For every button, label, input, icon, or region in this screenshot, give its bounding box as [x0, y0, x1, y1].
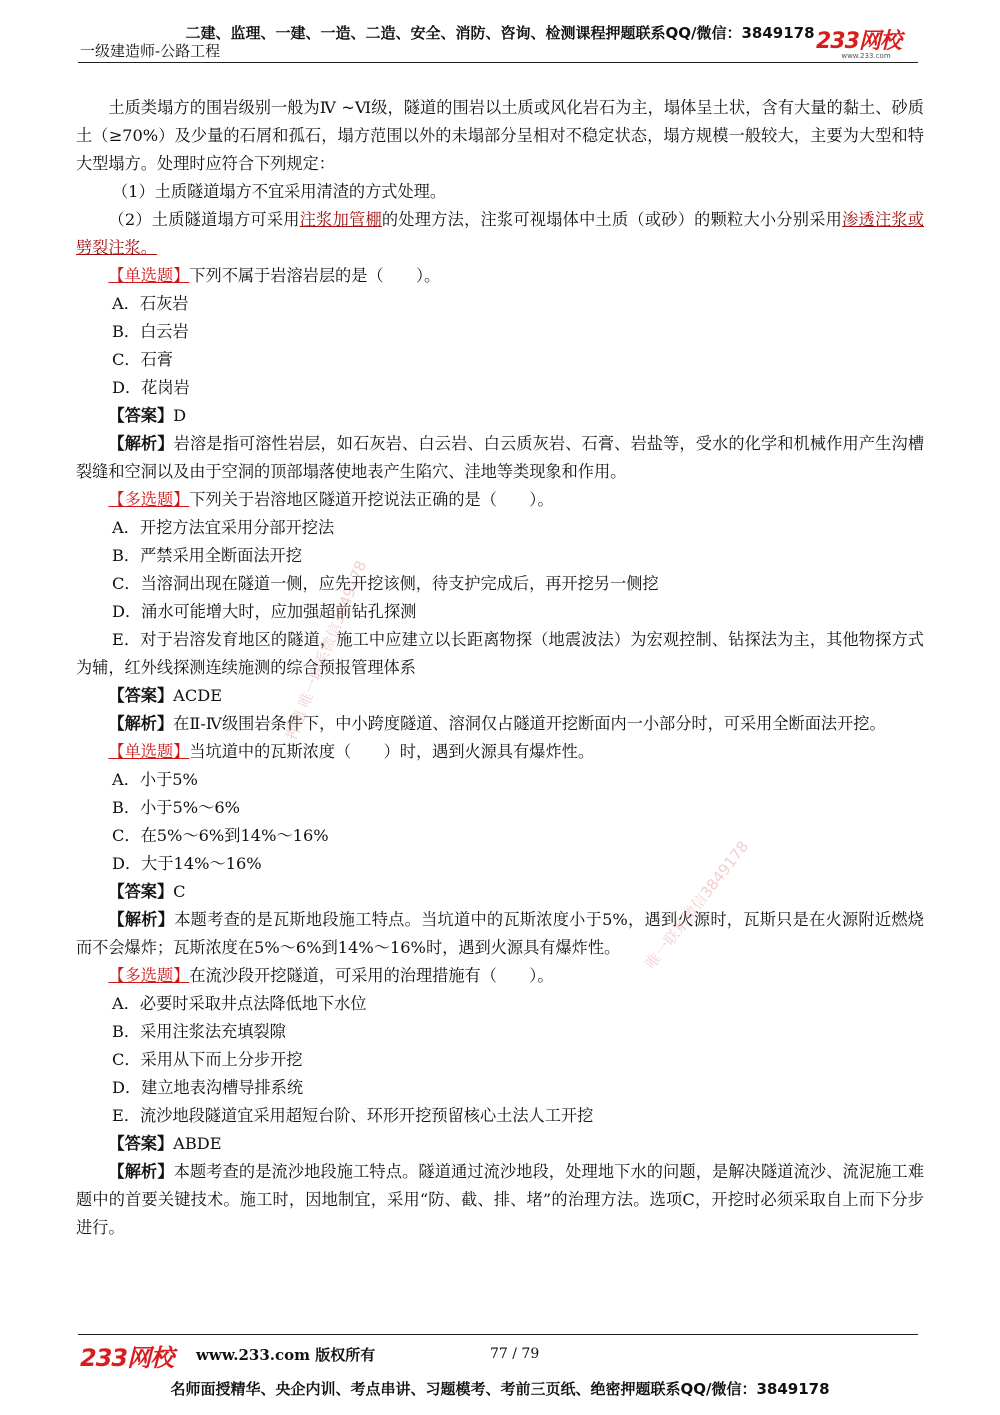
analysis-text: 本题考查的是流沙地段施工特点。隧道通过流沙地段，处理地下水的问题，是解决隧道流沙、流泥施工难题中的首要关键技术。施工时，因地制宜，采用“防、截、排、堵”的治理方法。选项C，开挖时必须采取自上而下分步进行。: [76, 1162, 925, 1237]
question-stem: [76, 962, 924, 990]
option: B．严禁采用全断面法开挖: [112, 546, 302, 565]
question-3: [76, 738, 924, 962]
brand-logo: [816, 30, 916, 62]
rule-2: [76, 206, 924, 262]
header-banner: 二建、监理、一建、一造、二造、安全、消防、咨询、检测课程押题联系QQ/微信：3849178: [185, 24, 815, 42]
option: B．采用注浆法充填裂隙: [112, 1022, 286, 1041]
footer-divider: [78, 1334, 918, 1335]
brand-logo-url: www.233.com: [841, 52, 891, 60]
footer-banner: 名师面授精华、央企内训、考点串讲、习题模考、考前三页纸、绝密押题联系QQ/微信：3849178: [170, 1380, 830, 1398]
analysis-label: 【解析】: [108, 910, 175, 929]
option: B．白云岩: [112, 322, 189, 341]
answer-value: C: [173, 882, 186, 901]
intro-paragraph: 土质类塌方的围岩级别一般为Ⅳ ~Ⅵ级，隧道的围岩以土质或风化岩石为主，塌体呈土状，含有大量的黏土、砂质土（≥70%）及少量的石屑和孤石，塌方范围以外的未塌部分呈相对不稳定状态，塌方规模一般较大，主要为大型和特大型塌方。处理时应符合下列规定：: [76, 98, 924, 173]
option: B．小于5%～6%: [112, 798, 241, 817]
analysis-label: 【解析】: [108, 1162, 174, 1181]
option: D．大于14%～16%: [112, 854, 262, 873]
answer-label: 【答案】: [108, 406, 174, 425]
answer: [76, 402, 924, 430]
document-body: [76, 94, 924, 1242]
question-text: 下列不属于岩溶岩层的是（ ）。: [189, 266, 441, 285]
option: D．涌水可能增大时，应加强超前钻孔探测: [112, 602, 417, 621]
answer: [76, 682, 924, 710]
answer: [76, 1130, 924, 1158]
analysis-label: 【解析】: [108, 714, 174, 733]
option: C．当溶洞出现在隧道一侧，应先开挖该侧，待支护完成后，再开挖另一侧挖: [112, 574, 659, 593]
option: A．开挖方法宜采用分部开挖法: [112, 518, 335, 537]
question-type-tag: 【多选题】: [108, 966, 190, 985]
answer: [76, 878, 924, 906]
rule-2-pre: （2）土质隧道塌方可采用: [108, 210, 300, 229]
answer-value: ACDE: [173, 686, 223, 705]
option: D．花岗岩: [112, 378, 190, 397]
answer-label: 【答案】: [108, 1134, 174, 1153]
rule-2-mid: 的处理方法，注浆可视塌体中土质（或砂）的颗粒大小分别采用: [381, 210, 843, 229]
question-1: [76, 262, 924, 486]
question-stem: [76, 262, 924, 290]
analysis-label: 【解析】: [108, 434, 174, 453]
highlight-grouting-pipe-shed: 注浆加管棚: [299, 210, 382, 229]
watermark: 押题 唯一联系微信3849178: [281, 558, 371, 743]
question-text: 当坑道中的瓦斯浓度（ ）时，遇到火源具有爆炸性。: [189, 742, 595, 761]
option: E．对于岩溶发育地区的隧道，施工中应建立以长距离物探（地震波法）为宏观控制、钻探法为主，其他物探方式为辅，红外线探测连续施测的综合预报管理体系: [76, 630, 924, 677]
footer-logo: 233网校: [80, 1344, 174, 1372]
highlight-grouting-methods: 渗透注浆或劈裂注浆。: [76, 210, 925, 257]
footer-copyright: www.233.com 版权所有: [196, 1346, 376, 1364]
analysis-text: 本题考查的是瓦斯地段施工特点。当坑道中的瓦斯浓度小于5%，遇到火源时，瓦斯只是在火源附近燃烧而不会爆炸；瓦斯浓度在5%～6%到14%～16%时，遇到火源具有爆炸性。: [76, 910, 924, 957]
analysis: [76, 710, 924, 738]
question-type-tag: 【单选题】: [108, 742, 190, 761]
option: D．建立地表沟槽导排系统: [112, 1078, 304, 1097]
option: A．必要时采取井点法降低地下水位: [112, 994, 367, 1013]
analysis: [76, 906, 924, 962]
question-stem: [76, 738, 924, 766]
question-2: [76, 486, 924, 738]
answer-value: ABDE: [173, 1134, 222, 1153]
analysis-text: 在Ⅱ-Ⅳ级围岩条件下，中小跨度隧道、溶洞仅占隧道开挖断面内一小部分时，可采用全断面法开挖。: [173, 714, 886, 733]
option: C．在5%～6%到14%～16%: [112, 826, 329, 845]
option: A．小于5%: [112, 770, 198, 789]
subject-title: 一级建造师-公路工程: [80, 42, 221, 60]
answer-label: 【答案】: [108, 882, 174, 901]
question-type-tag: 【多选题】: [108, 490, 190, 509]
analysis: [76, 1158, 924, 1242]
answer-label: 【答案】: [108, 686, 174, 705]
brand-logo-text: 233网校: [816, 29, 901, 54]
question-text: 在流沙段开挖隧道，可采用的治理措施有（ ）。: [189, 966, 554, 985]
option: C．采用从下而上分步开挖: [112, 1050, 303, 1069]
question-4: [76, 962, 924, 1242]
analysis: [76, 430, 924, 486]
page-number: 77 / 79: [490, 1346, 540, 1362]
question-type-tag: 【单选题】: [108, 266, 190, 285]
option: A．石灰岩: [112, 294, 189, 313]
option: E．流沙地段隧道宜采用超短台阶、环形开挖预留核心土法人工开挖: [112, 1106, 594, 1125]
header-divider: [78, 62, 918, 63]
rule-1: （1）土质隧道塌方不宜采用清渣的方式处理。: [112, 182, 447, 201]
question-stem: [76, 486, 924, 514]
question-text: 下列关于岩溶地区隧道开挖说法正确的是（ ）。: [189, 490, 554, 509]
watermark: 唯一联系微信3849178: [641, 837, 753, 973]
analysis-text: 岩溶是指可溶性岩层，如石灰岩、白云岩、白云质灰岩、石膏、岩盐等，受水的化学和机械作用产生沟槽裂缝和空洞以及由于空洞的顶部塌落使地表产生陷穴、洼地等类现象和作用。: [76, 434, 925, 481]
answer-value: D: [173, 406, 187, 425]
option: C．石膏: [112, 350, 173, 369]
